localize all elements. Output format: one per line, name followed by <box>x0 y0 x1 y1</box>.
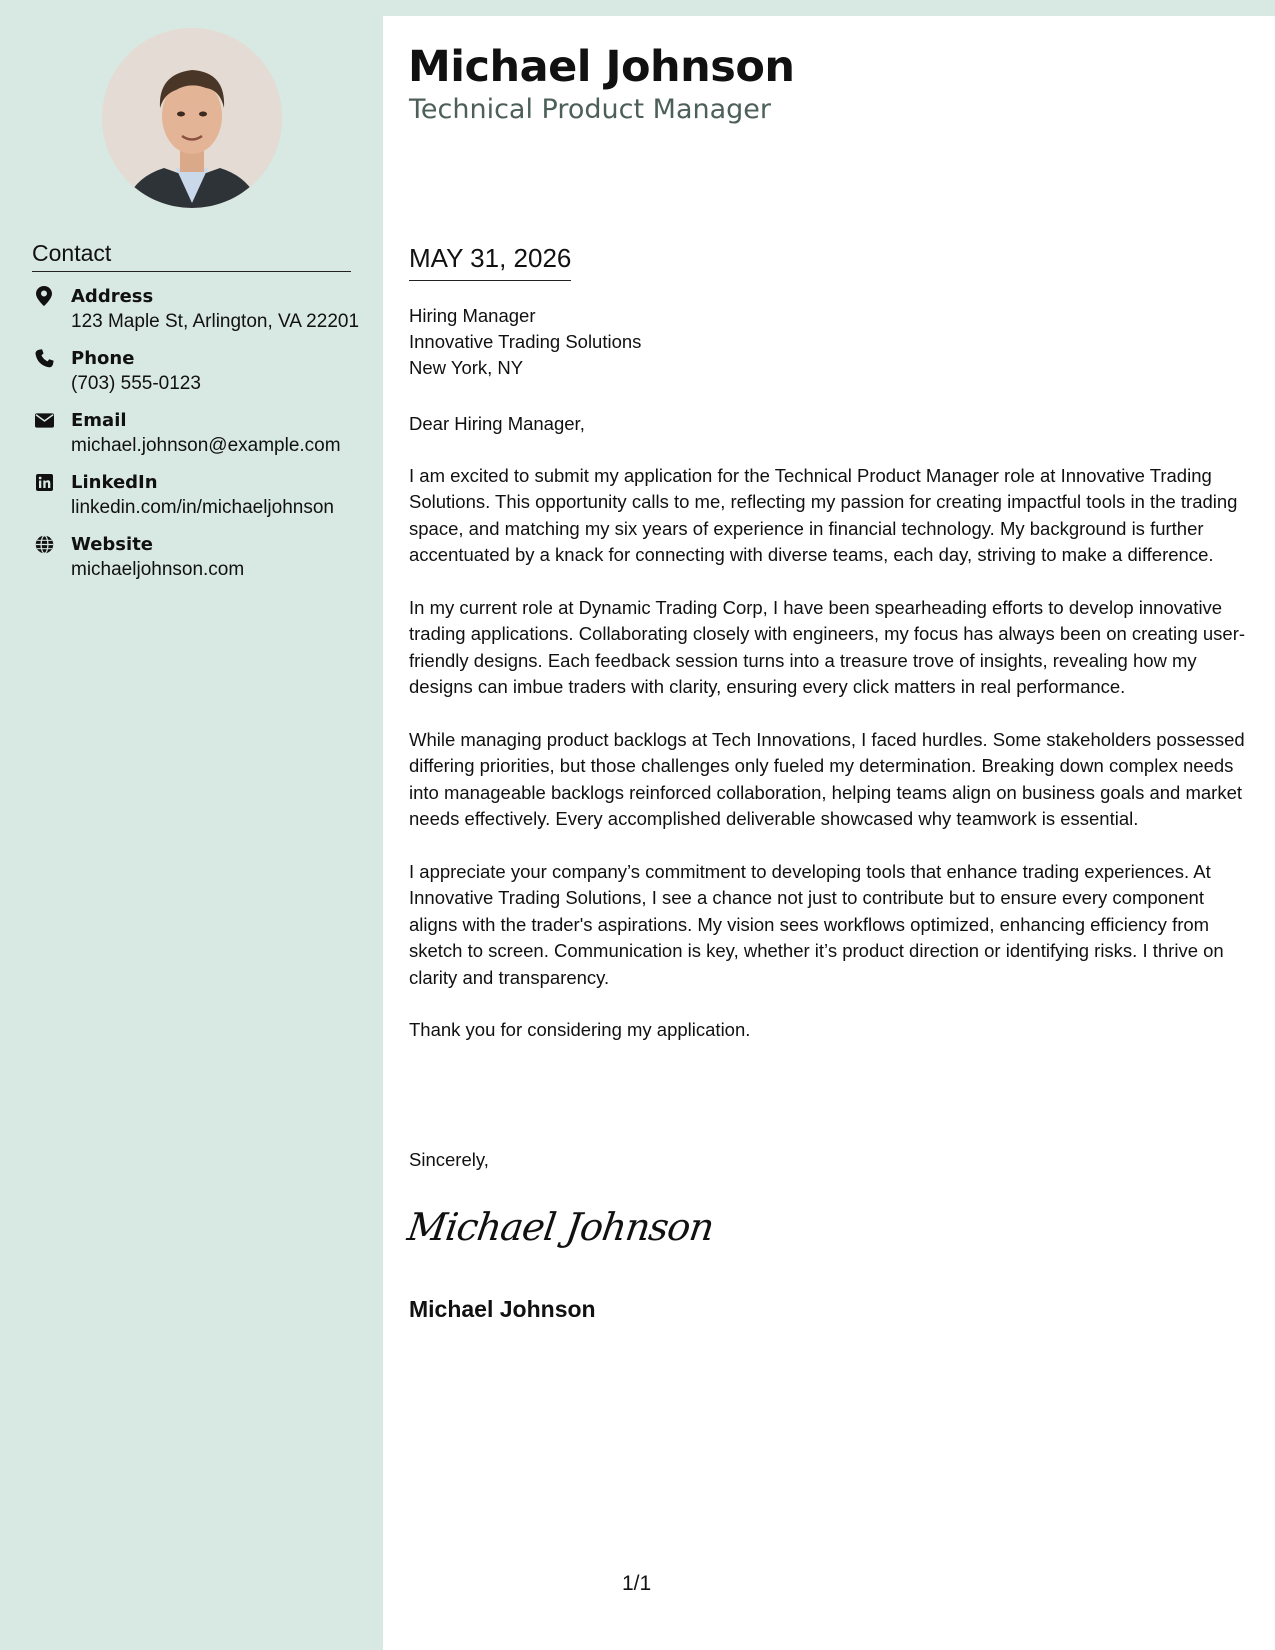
contact-address <box>32 284 362 334</box>
letter-date: MAY 31, 2026 <box>409 243 571 281</box>
contact-linkedin <box>32 470 362 520</box>
closing: Sincerely, <box>409 1149 489 1170</box>
applicant-name: Michael Johnson <box>408 42 795 92</box>
contact-website <box>32 532 362 582</box>
email-value[interactable]: michael.johnson@example.com <box>71 435 341 456</box>
salutation: Dear Hiring Manager, <box>409 413 585 434</box>
recipient-line: New York, NY <box>409 357 524 378</box>
body-paragraph: While managing product backlogs at Tech Innovations, I faced hurdles. Some stakeholders possessed differing priorities, but those challenges only fueled my determination. Breaking down complex needs into manageable backlogs reinforced collaboration, helping teams align on business goals and market needs effectively. Every accomplished deliverable showcased why teamwork is essential. <box>409 729 1245 830</box>
website-value[interactable]: michaeljohnson.com <box>71 559 245 580</box>
profile-photo <box>102 28 282 208</box>
body-paragraph: I am excited to submit my application for the Technical Product Manager role at Innovative Trading Solutions. This opportunity calls to me, reflecting my passion for creating impactful tools in the trading space, and matching my six years of experience in financial technology. My background is further accentuated by a knack for connecting with diverse teams, each day, striving to make a difference. <box>409 465 1238 566</box>
recipient-block <box>409 303 641 381</box>
contact-heading: Contact <box>32 240 351 272</box>
contact-label: Website <box>71 534 154 555</box>
signer-name: Michael Johnson <box>409 1296 596 1322</box>
contact-email <box>32 408 362 458</box>
recipient-line: Innovative Trading Solutions <box>409 331 642 352</box>
recipient-line: Hiring Manager <box>409 305 536 326</box>
contact-label: Phone <box>71 348 135 369</box>
page-number: 1/1 <box>622 1572 652 1595</box>
contact-label: Email <box>71 410 127 431</box>
phone-value: (703) 555-0123 <box>71 373 201 394</box>
globe-icon <box>34 534 54 554</box>
phone-icon <box>34 348 54 368</box>
envelope-icon <box>34 410 54 430</box>
body-paragraph: Thank you for considering my application. <box>409 1019 751 1041</box>
letter-body <box>409 463 1247 1070</box>
contact-phone <box>32 346 362 396</box>
contact-label: Address <box>71 286 154 307</box>
body-paragraph: In my current role at Dynamic Trading Corp, I have been spearheading efforts to develop innovative trading applications. Collaborating closely with engineers, my focus has always been on creating user-friendly designs. Each feedback session turns into a treasure trove of insights, revealing how my designs can imbue traders with clarity, ensuring every click matters in real performance. <box>409 597 1246 698</box>
linkedin-icon <box>34 472 54 492</box>
linkedin-value[interactable]: linkedin.com/in/michaeljohnson <box>71 497 334 518</box>
contact-label: LinkedIn <box>71 472 158 493</box>
applicant-title: Technical Product Manager <box>409 94 772 125</box>
contact-list <box>32 284 362 594</box>
map-pin-icon <box>34 286 54 306</box>
address-value: 123 Maple St, Arlington, VA 22201 <box>71 311 360 332</box>
handwritten-signature: Michael Johnson <box>404 1205 717 1249</box>
body-paragraph: I appreciate your company’s commitment to developing tools that enhance trading experiences. At Innovative Trading Solutions, I see a chance not just to contribute but to ensure every component aligns with the trader's aspirations. My vision sees workflows optimized, enhancing efficiency from sketch to screen. Communication is key, whether it’s product direction or identifying risks. I thrive on clarity and transparency. <box>409 861 1224 988</box>
